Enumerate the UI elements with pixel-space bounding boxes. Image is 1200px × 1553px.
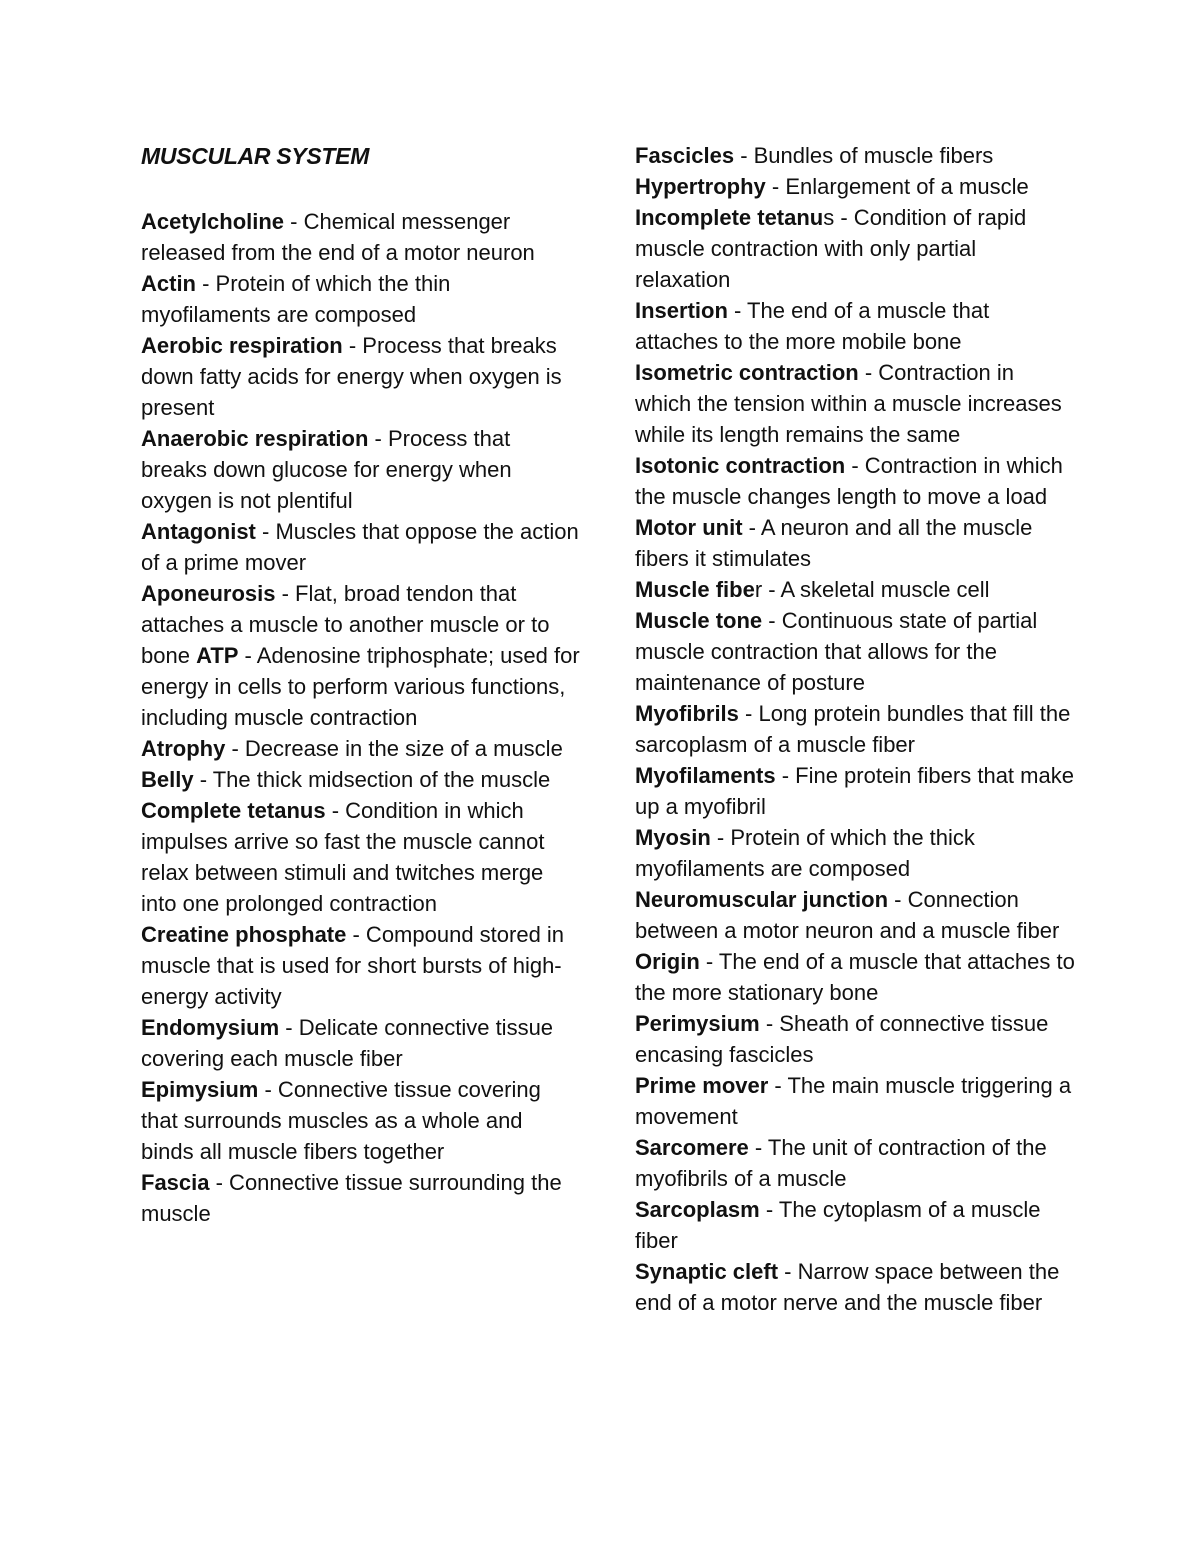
glossary-term: Hypertrophy (635, 174, 766, 199)
glossary-entry (141, 764, 581, 795)
glossary-entry (635, 295, 1075, 357)
glossary-term: Myofilaments (635, 763, 776, 788)
glossary-definition: - Connection between a motor neuron and a muscle fiber (635, 887, 1060, 943)
glossary-entry (635, 1070, 1075, 1132)
glossary-definition: - Connective tissue covering that surrounds muscles as a whole and binds all muscle fibers together (141, 1077, 541, 1164)
glossary-entry (635, 574, 1075, 605)
glossary-term: ATP (196, 643, 239, 668)
glossary-term: Myofibrils (635, 701, 739, 726)
glossary-definition: - The thick midsection of the muscle (193, 767, 551, 792)
glossary-entry (635, 1008, 1075, 1070)
glossary-definition: - Muscles that oppose the action of a prime mover (141, 519, 579, 575)
glossary-definition: - Fine protein fibers that make up a myofibril (635, 763, 1074, 819)
glossary-definition: - Contraction in which the tension within a muscle increases while its length remains the same (635, 360, 1062, 447)
glossary-definition: - The main muscle triggering a movement (635, 1073, 1072, 1129)
glossary-definition: - The cytoplasm of a muscle fiber (635, 1197, 1041, 1253)
glossary-definition: - Decrease in the size of a muscle (225, 736, 563, 761)
glossary-entry (141, 330, 581, 423)
glossary-entry (141, 578, 581, 733)
glossary-term: Atrophy (141, 736, 226, 761)
glossary-entry (635, 450, 1075, 512)
glossary-entry (635, 202, 1075, 295)
glossary-term: Motor unit (635, 515, 743, 540)
glossary-term: Antagonist (141, 519, 256, 544)
glossary-term: Synaptic cleft (635, 1259, 779, 1284)
glossary-term: Anaerobic respiration (141, 426, 369, 451)
glossary-term: Complete tetanus (141, 798, 326, 823)
glossary-term: Insertion (635, 298, 728, 323)
glossary-term: Aponeurosis (141, 581, 276, 606)
glossary-definition: - Contraction in which the muscle changes length to move a load (635, 453, 1063, 509)
glossary-definition: r - A skeletal muscle cell (754, 577, 990, 602)
glossary-definition: - Long protein bundles that fill the sarcoplasm of a muscle fiber (635, 701, 1071, 757)
right-column (635, 140, 1075, 1318)
glossary-definition: - Condition in which impulses arrive so fast the muscle cannot relax between stimuli and twitches merge into one prolonged contraction (141, 798, 545, 916)
glossary-entry (635, 698, 1075, 760)
glossary-entry (141, 795, 581, 919)
glossary-definition: - Protein of which the thin myofilaments are composed (141, 271, 451, 327)
glossary-definition: - Process that breaks down glucose for energy when oxygen is not plentiful (141, 426, 512, 513)
glossary-definition: - Compound stored in muscle that is used for short bursts of high- energy activity (141, 922, 565, 1009)
glossary-term: Isometric contraction (635, 360, 859, 385)
glossary-term: Aerobic respiration (141, 333, 343, 358)
document-title: MUSCULAR SYSTEM (141, 143, 370, 169)
glossary-entry (141, 1167, 581, 1229)
glossary-entry (635, 822, 1075, 884)
glossary-term: Actin (141, 271, 196, 296)
glossary-entry (635, 171, 1075, 202)
glossary-term: Neuromuscular junction (635, 887, 889, 912)
glossary-definition: - Protein of which the thick myofilaments are composed (635, 825, 975, 881)
glossary-definition: - Enlargement of a muscle (765, 174, 1029, 199)
glossary-definition: - Process that breaks down fatty acids for energy when oxygen is present (141, 333, 562, 420)
glossary-definition: s - Condition of rapid muscle contraction with only partial relaxation (635, 205, 1027, 292)
glossary-entry (141, 516, 581, 578)
glossary-entry (635, 1256, 1075, 1318)
glossary-term: Prime mover (635, 1073, 769, 1098)
glossary-entry (635, 760, 1075, 822)
glossary-entry (141, 733, 581, 764)
glossary-definition: - Connective tissue surrounding the muscle (141, 1170, 562, 1226)
glossary-term: Muscle tone (635, 608, 763, 633)
glossary-definition: - Sheath of connective tissue encasing fascicles (635, 1011, 1049, 1067)
glossary-definition: - A neuron and all the muscle fibers it stimulates (635, 515, 1033, 571)
glossary-definition: - Chemical messenger released from the end of a motor neuron (141, 209, 535, 265)
glossary-term: Endomysium (141, 1015, 280, 1040)
glossary-definition: - Narrow space between the end of a motor nerve and the muscle fiber (635, 1259, 1060, 1315)
glossary-term: Myosin (635, 825, 711, 850)
glossary-entry (635, 1194, 1075, 1256)
glossary-term: Isotonic contraction (635, 453, 846, 478)
glossary-definition: - The unit of contraction of the myofibrils of a muscle (635, 1135, 1047, 1191)
glossary-definition: - The end of a muscle that attaches to the more mobile bone (635, 298, 990, 354)
glossary-definition: - Bundles of muscle fibers (734, 143, 994, 168)
glossary-term: Origin (635, 949, 700, 974)
glossary-term: Fascicles (635, 143, 735, 168)
glossary-definition: - Adenosine triphosphate; used for energy in cells to perform various functions, including muscle contraction (141, 643, 580, 730)
glossary-term: Muscle fibe (635, 577, 755, 602)
glossary-entry (141, 206, 581, 268)
glossary-term: Epimysium (141, 1077, 259, 1102)
glossary-term: Sarcoplasm (635, 1197, 760, 1222)
glossary-definition: - The end of a muscle that attaches to the more stationary bone (635, 949, 1075, 1005)
glossary-entry (635, 140, 1075, 171)
glossary-entry (141, 1012, 581, 1074)
glossary-entry (635, 1132, 1075, 1194)
glossary-entry (141, 268, 581, 330)
glossary-entry (635, 512, 1075, 574)
glossary-entry (635, 884, 1075, 1008)
glossary-entry (635, 357, 1075, 450)
glossary-term: Incomplete tetanu (635, 205, 824, 230)
glossary-entry (635, 605, 1075, 698)
glossary-term: Fascia (141, 1170, 210, 1195)
glossary-term: Belly (141, 767, 194, 792)
left-column (141, 140, 581, 1229)
glossary-list-left (141, 206, 581, 1229)
glossary-term: Perimysium (635, 1011, 760, 1036)
glossary-entry (141, 919, 581, 1012)
glossary-definition: - Flat, broad tendon that attaches a muscle to another muscle or to bone (141, 581, 550, 668)
glossary-entry (141, 1074, 581, 1167)
glossary-list-right (635, 140, 1075, 1318)
glossary-term: Sarcomere (635, 1135, 749, 1160)
glossary-definition: - Continuous state of partial muscle contraction that allows for the maintenance of posture (635, 608, 1038, 695)
glossary-entry (141, 423, 581, 516)
glossary-term: Acetylcholine (141, 209, 285, 234)
glossary-term: Creatine phosphate (141, 922, 347, 947)
glossary-definition: - Delicate connective tissue covering each muscle fiber (141, 1015, 554, 1071)
